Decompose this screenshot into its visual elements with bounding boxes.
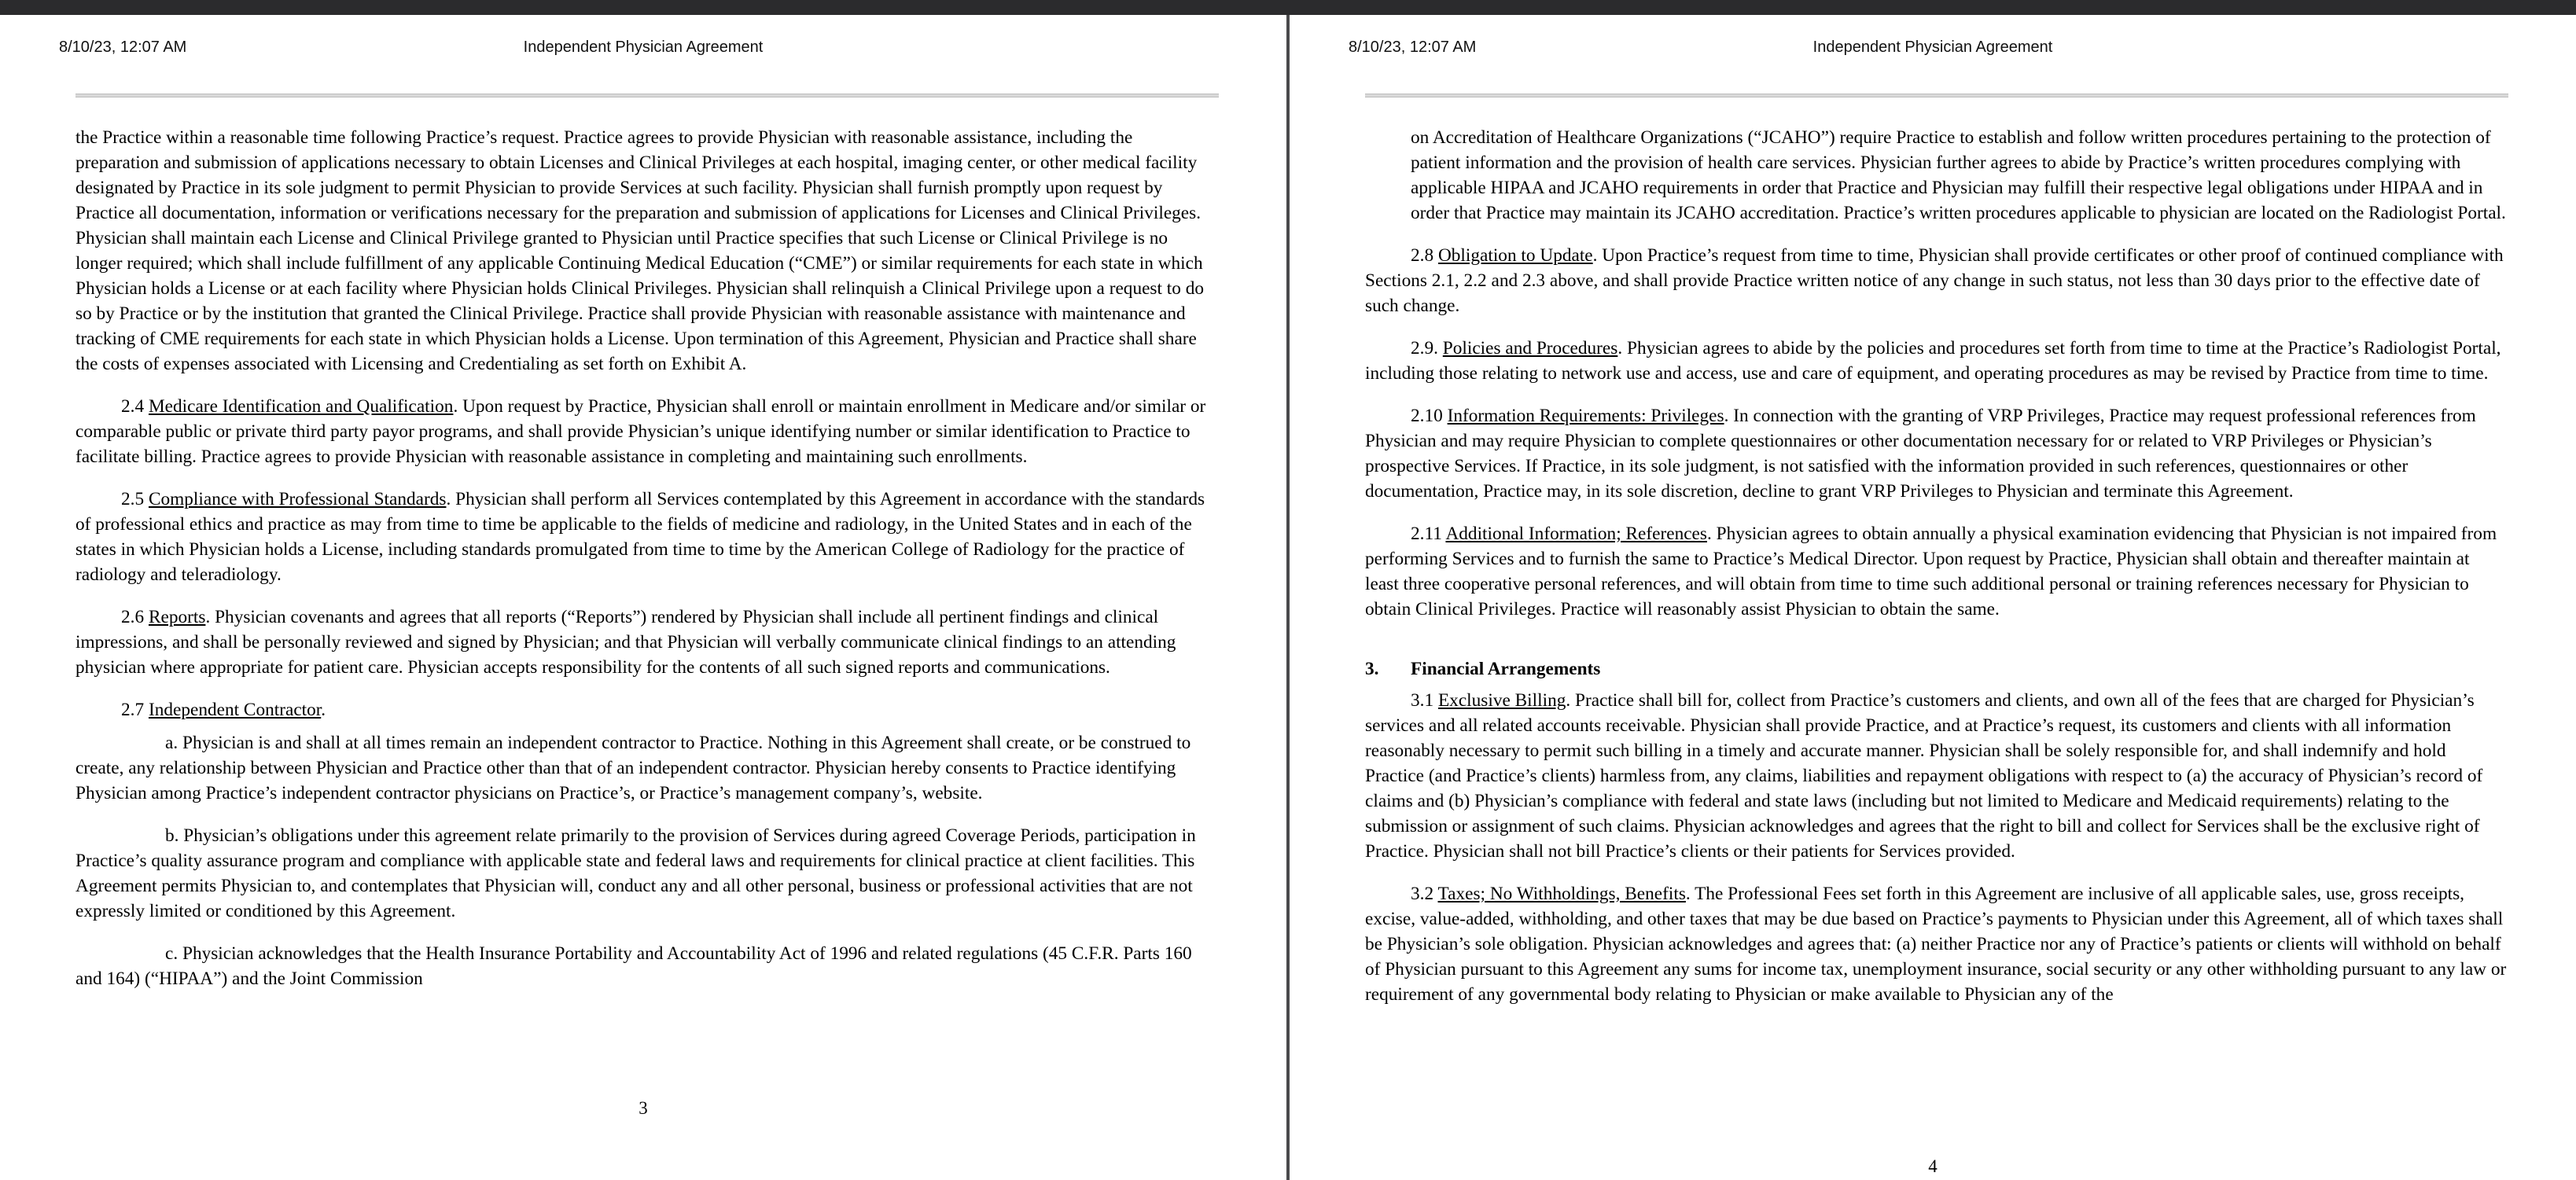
subsection-2-7-b: b. Physician’s obligations under this agreement relate primarily to the provision of Services during agreed Coverage Periods, participation in Practice’s quality assurance program and compliance with applicable state and federal laws and requirements for clinical practice at client facilities. This Agreement permits Physician to, and contemplates that Physician will, conduct any and all other personal, business or professional activities that are not expressly limited or conditioned by this Agreement. xyxy=(75,825,1196,921)
section-2-6 xyxy=(75,605,1217,680)
section-heading: Information Requirements: Privileges xyxy=(1447,406,1724,426)
section-2-10 xyxy=(1365,403,2507,504)
section-2-7 xyxy=(75,697,1217,722)
section-2-8 xyxy=(1365,243,2507,318)
section-number: 3.1 xyxy=(1411,690,1438,711)
section-heading: Policies and Procedures xyxy=(1442,338,1618,358)
viewer-toolbar xyxy=(0,0,2576,15)
section-text: . In connection with the granting of VRP Privileges, Practice may request professional references from Physician and may require Physician to complete questionnaires or other documentation necessary for or related to VRP Privileges or Physician’s prospective Services. If Practice, in its sole judgment, is not satisfied with the information provided in such references, questionnaires or other documentation, Practice may, in its sole discretion, decline to grant VRP Privileges to Physician and terminate this Agreement. xyxy=(1365,406,2476,502)
section-heading: Exclusive Billing xyxy=(1437,690,1566,711)
print-header-date: 8/10/23, 12:07 AM xyxy=(1349,39,1477,56)
section-heading: Independent Contractor xyxy=(148,700,322,720)
section-heading: Additional Information; References xyxy=(1445,524,1707,544)
section-number: 3.2 xyxy=(1411,884,1438,904)
section-number: 2.10 xyxy=(1411,406,1448,426)
print-header-title: Independent Physician Agreement xyxy=(523,39,764,56)
section-heading: Obligation to Update xyxy=(1437,245,1593,266)
subsection-2-7-c-continued: on Accreditation of Healthcare Organizations (“JCAHO”) require Practice to establish and follow written procedures pertaining to the protection of patient information and the provision of health care services. Physician further agrees to abide by Practice’s written procedures complying with applicable HIPAA and JCAHO requirements in order that Practice and Physician may fulfill their respective legal obligations under HIPAA and in order that Practice may maintain its JCAHO accreditation. Practice’s written procedures applicable to physician are located on the Radiologist Portal. xyxy=(1411,127,2506,223)
page-number: 4 xyxy=(1928,1156,1938,1176)
section-heading: Taxes; No Withholdings, Benefits xyxy=(1437,884,1686,904)
document-page-3[interactable] xyxy=(0,15,1286,1180)
section-number: 3. xyxy=(1365,659,1379,679)
paragraph-licenses-continued: the Practice within a reasonable time following Practice’s request. Practice agrees to provide Physician with reasonable assistance, including the preparation and submission of applications necessary to obtain Licenses and Clinical Privileges at each hospital, imaging center, or other medical facility designated by Practice in its sole judgment to permit Physician to provide Services at such facility. Physician shall furnish promptly upon request by Practice all documentation, information or verifications necessary for the preparation and submission of applications for Licenses and Clinical Privileges. Physician shall maintain each License and Clinical Privilege granted to Physician until Practice specifies that such License or Clinical Privilege is no longer required; which shall include fulfillment of any applicable Continuing Medical Education (“CME”) or similar requirements for each state in which Physician holds a License or at each facility where Physician holds Clinical Privileges. Physician shall relinquish a Clinical Privilege upon a request to do so by Practice or by the institution that granted the Clinical Privilege. Practice shall provide Physician with reasonable assistance with maintenance and tracking of CME requirements for each state in which Physician holds a License. Upon termination of this Agreement, Physician and Practice shall share the costs of expenses associated with Licensing and Credentialing as set forth on Exhibit A. xyxy=(75,127,1205,374)
section-2-9 xyxy=(1365,336,2507,386)
page-number: 3 xyxy=(638,1098,648,1118)
section-number: 2.7 xyxy=(121,700,149,720)
section-title: Financial Arrangements xyxy=(1411,659,1601,679)
section-number: 2.8 xyxy=(1411,245,1438,266)
section-text: . Physician covenants and agrees that all reports (“Reports”) rendered by Physician shall include all pertinent findings and clinical impressions, and shall be personally reviewed and signed by Physician; and that Physician will verbally communicate clinical findings to an attending physician where appropriate for patient care. Physician accepts responsibility for the contents of all such signed reports and communications. xyxy=(75,607,1176,678)
section-text: . xyxy=(321,700,326,720)
section-number: 2.9. xyxy=(1411,338,1443,358)
section-text: . Practice shall bill for, collect from Practice’s customers and clients, and own all of the fees that are charged for Physician’s services and all related accounts receivable. Physician shall provide Practice, and at Practice’s request, its customers and clients with all information reasonably necessary to permit such billing in a timely and accurate manner. Physician shall be solely responsible for, and shall indemnify and hold Practice (and Practice’s clients) harmless from, any claims, liabilities and repayment obligations with respect to (a) the accuracy of Physician’s record of claims and (b) Physician’s compliance with federal and state laws (including but not limited to Medicare and Medicaid requirements) relating to the submission or assignment of such claims. Physician acknowledges and agrees that the right to bill and collect for Services shall be the exclusive right of Practice. Physician shall not bill Practice’s clients or their patients for Services provided. xyxy=(1365,690,2483,862)
header-rule xyxy=(1365,94,2508,97)
section-text: . Upon Practice’s request from time to time, Physician shall provide certificates or other proof of continued compliance with Sections 2.1, 2.2 and 2.3 above, and shall provide Practice written notice of any change in such status, not less than 30 days prior to the effective date of such change. xyxy=(1365,245,2504,316)
page-body xyxy=(1365,125,2507,1024)
page-body xyxy=(75,125,1217,1009)
document-page-4[interactable] xyxy=(1290,15,2576,1180)
subsection-2-7-a: a. Physician is and shall at all times remain an independent contractor to Practice. Nothing in this Agreement shall create, or be construed to create, any relationship between Physician and Practice other than that of an independent contractor. Physician hereby consents to Practice identifying Physician among Practice’s independent contractor physicians on Practice’s, or Practice’s management company’s, website. xyxy=(75,733,1191,803)
section-heading: Medicare Identification and Qualification xyxy=(148,396,454,417)
section-text: . The Professional Fees set forth in this Agreement are inclusive of all applicable sales, use, gross receipts, excise, value-added, withholding, and other taxes that may be due based on Practice’s payments to Physician under this Agreement, all of which taxes shall be Physician’s sole obligation. Physician acknowledges and agrees that: (a) neither Practice nor any of Practice’s patients or clients will withhold on behalf of Physician pursuant to this Agreement any sums for income tax, unemployment insurance, social security or any other withholding pursuant to any law or requirement of any governmental body relating to Physician or make available to Physician any of the xyxy=(1365,884,2507,1005)
section-3-1 xyxy=(1365,688,2507,864)
subsection-2-7-c: c. Physician acknowledges that the Health Insurance Portability and Accountability Act of 1996 and related regulations (45 C.F.R. Parts 160 and 164) (“HIPAA”) and the Joint Commission xyxy=(75,943,1192,989)
section-3-heading xyxy=(1365,656,2507,682)
section-text: . Upon request by Practice, Physician shall enroll or maintain enrollment in Medicare and/or similar or comparable public or private third party payor programs, and shall provide Physician’s unique identifying number or similar identification to Practice to facilitate billing. Practice agrees to provide Physician with reasonable assistance in completing and maintaining such enrollments. xyxy=(75,396,1206,467)
section-text: . Physician agrees to obtain annually a physical examination evidencing that Physician is not impaired from performing Services and to furnish the same to Practice’s Medical Director. Upon request by Practice, Physician shall obtain and thereafter maintain at least three cooperative personal references, and will obtain from time to time such additional personal or training references necessary for Physician to obtain Clinical Privileges. Practice will reasonably assist Physician to obtain the same. xyxy=(1365,524,2497,619)
section-2-11 xyxy=(1365,521,2507,622)
section-3-2 xyxy=(1365,881,2507,1007)
print-header-date: 8/10/23, 12:07 AM xyxy=(59,39,187,56)
section-heading: Reports xyxy=(148,607,206,627)
section-number: 2.5 xyxy=(121,489,149,509)
section-number: 2.6 xyxy=(121,607,149,627)
print-header-title: Independent Physician Agreement xyxy=(1812,39,2053,56)
section-2-4 xyxy=(75,394,1217,469)
section-text: . Physician shall perform all Services contemplated by this Agreement in accordance with the standards of professional ethics and practice as may from time to time be applicable to the fields of medicine and radiology, in the United States and in each of the states in which Physician holds a License, including standards promulgated from time to time by the American College of Radiology for the practice of radiology and teleradiology. xyxy=(75,489,1205,585)
section-heading: Compliance with Professional Standards xyxy=(148,489,447,509)
section-text: . Physician agrees to abide by the policies and procedures set forth from time to time at the Practice’s Radiologist Portal, including those relating to network use and access, use and care of equipment, and operating procedures as may be revised by Practice from time to time. xyxy=(1365,338,2501,384)
header-rule xyxy=(75,94,1219,97)
section-2-5 xyxy=(75,487,1217,587)
section-number: 2.4 xyxy=(121,396,149,417)
section-number: 2.11 xyxy=(1411,524,1446,544)
